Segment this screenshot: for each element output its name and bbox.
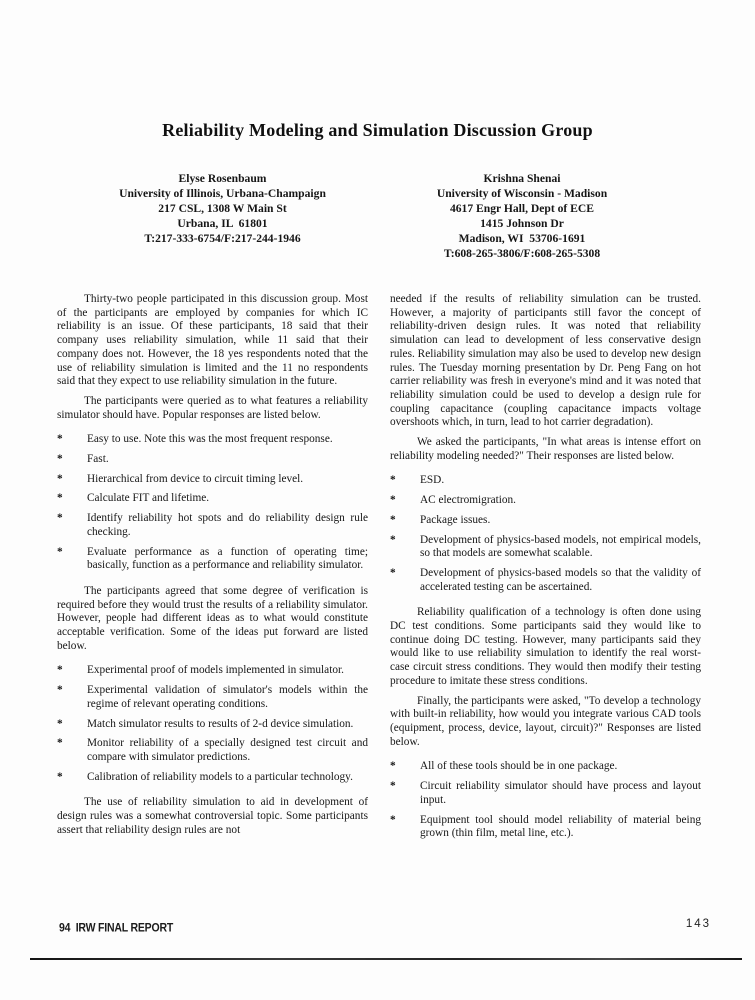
bullet-marker: * — [390, 533, 396, 546]
bullet-text: Match simulator results to results of 2-d device simulation. — [87, 717, 354, 730]
paragraph: The participants agreed that some degree of verification is required before they would trust the results of a reliability simulator. However, people had different ideas as to what would constitute acceptable verification. Some of the ideas put forward are listed below. — [57, 584, 368, 652]
bullet-marker: * — [390, 813, 396, 826]
bullet-text: Evaluate performance as a function of operating time; basically, function as a performance and reliability simulator. — [87, 545, 368, 572]
bullet-marker: * — [57, 664, 63, 677]
bullet-marker: * — [57, 545, 63, 558]
footer-rule — [30, 958, 742, 960]
bullet-text: AC electromigration. — [420, 494, 516, 507]
author-blocks — [0, 171, 755, 267]
bullet-marker: * — [390, 760, 396, 773]
bullet-text: Easy to use. Note this was the most frequent response. — [87, 433, 333, 446]
bullet-text: Equipment tool should model reliability of material being grown (thin film, metal line, etc.). — [420, 813, 701, 840]
bullet-item — [390, 514, 701, 528]
bullet-text: Calculate FIT and lifetime. — [87, 492, 210, 505]
page-number: 143 — [685, 918, 711, 930]
bullet-marker: * — [390, 474, 396, 487]
bullet-text: All of these tools should be in one package. — [420, 760, 618, 773]
bullet-item — [57, 492, 368, 506]
paragraph: Finally, the participants were asked, "To develop a technology with built-in reliability, how would you integrate various CAD tools (equipment, process, device, layout, circuit)?" Responses are listed below. — [390, 694, 701, 748]
author-address-line: Urbana, IL 61801 — [177, 217, 268, 230]
bullet-item — [57, 512, 368, 539]
paragraph: We asked the participants, "In what areas is intense effort on reliability modeling needed?" Their responses are listed below. — [390, 436, 701, 462]
bullet-marker: * — [390, 780, 396, 793]
bullet-text: Circuit reliability simulator should have process and layout input. — [420, 780, 701, 806]
bullet-item — [390, 780, 701, 807]
bullet-item — [57, 737, 368, 764]
bullet-marker: * — [390, 513, 396, 526]
author-address-line: 217 CSL, 1308 W Main St — [158, 202, 287, 215]
bullet-text: Hierarchical from device to circuit timing level. — [87, 472, 304, 485]
bullet-item — [390, 494, 701, 508]
bullet-item — [57, 664, 368, 678]
bullet-text: Experimental proof of models implemented in simulator. — [87, 664, 344, 677]
bullet-marker: * — [57, 472, 63, 485]
bullet-item — [390, 567, 701, 594]
page-footer — [59, 918, 711, 935]
author-address-line: 1415 Johnson Dr — [480, 217, 564, 230]
left-column — [57, 293, 368, 853]
bullet-item — [390, 534, 701, 561]
author-address-line: Madison, WI 53706-1691 — [458, 232, 586, 245]
bullet-marker: * — [57, 717, 63, 730]
paragraph: needed if the results of reliability simulation can be trusted. However, a majority of participants still favor the concept of reliability-driven design rules. It was noted that reliability simulation can lead to development of less conservative design rules. Reliability simulation may also be used to develop new design rules. The Tuesday morning presentation by Dr. Peng Fang on hot carrier reliability was fresh in everyone's mind and it was noted that reliability simulation could be used to develop a design rule for coupling capacitance (coupling capacitance impacts voltage overshoots which, in turn, lead to hot carrier degradation). — [390, 293, 701, 429]
bullet-item — [390, 814, 701, 841]
author-block — [70, 171, 375, 246]
body-columns — [0, 293, 755, 853]
bullet-marker: * — [57, 453, 63, 466]
paragraph: Reliability qualification of a technology is often done using DC test conditions. Some participants said they would like to continue doing DC testing. However, many participants said they would like to use reliability simulation to identify the real worst-case circuit stress conditions. They would then modify their testing procedure to imitate these stress conditions. — [390, 606, 701, 687]
bullet-text: Identify reliability hot spots and do reliability design rule checking. — [87, 512, 368, 538]
bullet-text: Monitor reliability of a specially designed test circuit and compare with simulator predictions. — [87, 737, 368, 763]
right-column — [390, 293, 701, 853]
bullet-item — [57, 684, 368, 711]
bullet-item — [57, 433, 368, 447]
bullet-text: Calibration of reliability models to a particular technology. — [87, 770, 353, 783]
bullet-marker: * — [390, 566, 396, 579]
paragraph: The use of reliability simulation to aid in development of design rules was a somewhat controversial topic. Some participants assert that reliability design rules are not — [57, 796, 368, 836]
paragraph: Thirty-two people participated in this discussion group. Most of the participants are employed by companies for which IC reliability is an issue. Of these participants, 18 said that their company uses reliability simulation, while 11 said that their company does not. However, the 18 yes respondents noted that the use of reliability simulation is limited and the 11 no respondents said that they expect to use reliability simulation in the future. — [57, 293, 368, 388]
bullet-marker: * — [57, 433, 63, 446]
bullet-text: ESD. — [420, 474, 445, 487]
footer-report-label: 94 IRW FINAL REPORT — [59, 921, 174, 935]
bullet-item — [57, 453, 368, 467]
bullet-item — [390, 760, 701, 774]
bullet-marker: * — [57, 512, 63, 525]
author-address-line: University of Wisconsin - Madison — [436, 187, 608, 200]
author-address-line: T:608-265-3806/F:608-265-5308 — [443, 247, 601, 260]
bullet-text: Fast. — [87, 453, 109, 466]
bullet-text: Experimental validation of simulator's models within the regime of relevant operating conditions. — [87, 684, 368, 710]
bullet-text: Package issues. — [420, 513, 491, 526]
author-block — [382, 171, 662, 261]
bullet-marker: * — [57, 684, 63, 697]
bullet-item — [57, 771, 368, 785]
bullet-item — [390, 474, 701, 488]
author-address-line: T:217-333-6754/F:217-244-1946 — [144, 232, 301, 245]
bullet-item — [57, 473, 368, 487]
author-name: Elyse Rosenbaum — [178, 172, 267, 185]
bullet-marker: * — [57, 770, 63, 783]
bullet-text: Development of physics-based models so that the validity of accelerated testing can be ascertained. — [420, 566, 701, 593]
bullet-marker: * — [57, 492, 63, 505]
bullet-text: Development of physics-based models, not empirical models, so that models are somewhat scalable. — [420, 533, 701, 560]
paragraph: The participants were queried as to what features a reliability simulator should have. Popular responses are listed below. — [57, 394, 368, 421]
bullet-marker: * — [57, 737, 63, 750]
author-address-line: 4617 Engr Hall, Dept of ECE — [449, 202, 595, 215]
author-name: Krishna Shenai — [483, 172, 561, 185]
bullet-item — [57, 718, 368, 732]
bullet-item — [57, 546, 368, 573]
bullet-marker: * — [390, 494, 396, 507]
author-address-line: University of Illinois, Urbana-Champaign — [119, 187, 326, 200]
paper-title: Reliability Modeling and Simulation Discussion Group — [162, 120, 593, 140]
